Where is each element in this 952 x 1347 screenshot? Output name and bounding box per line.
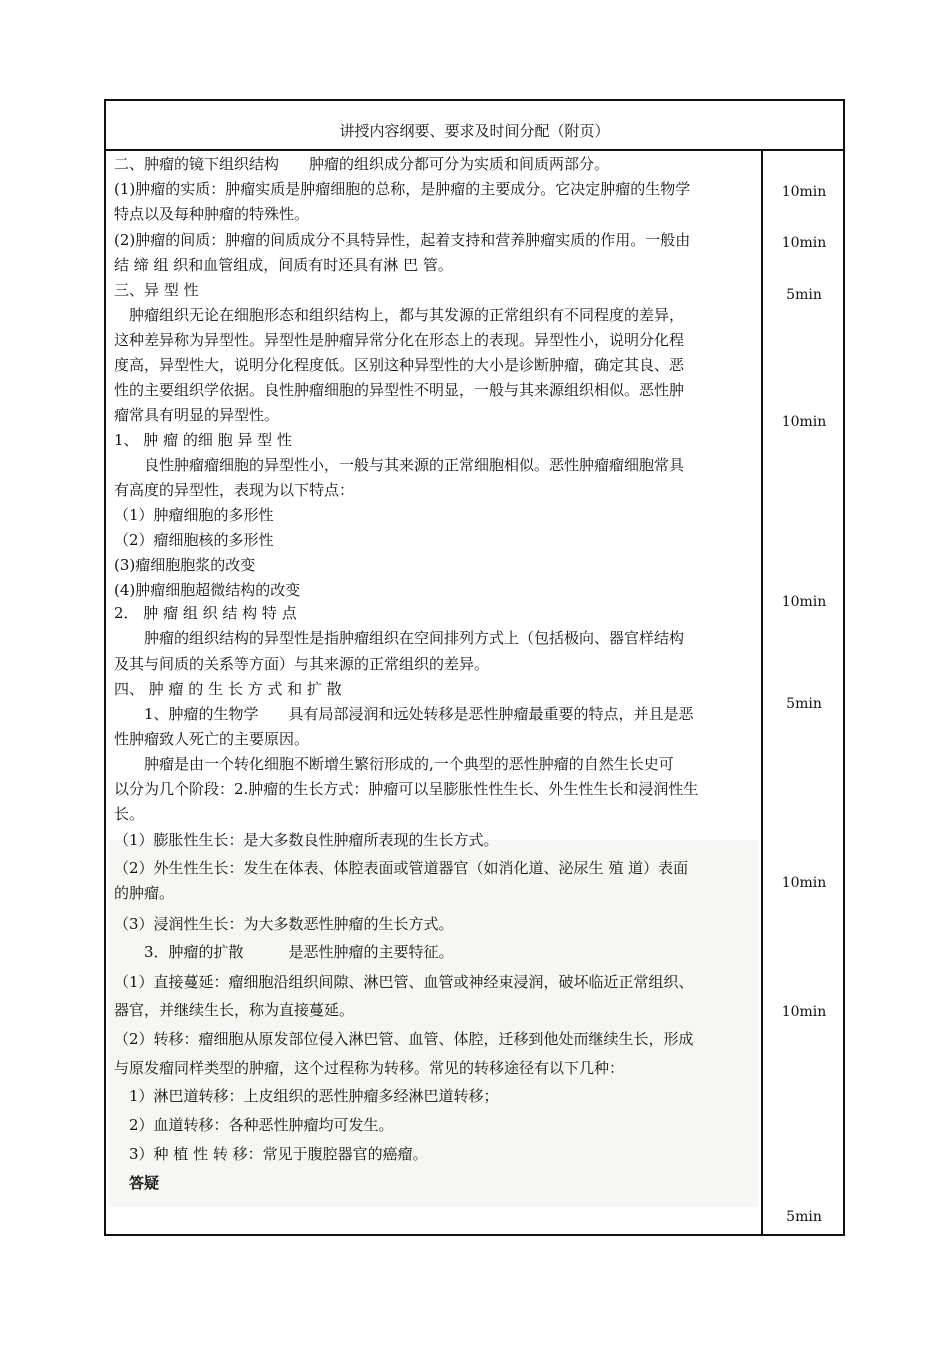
text-line: (3)瘤细胞胞浆的改变 bbox=[114, 556, 256, 574]
time-allocation: 10min bbox=[781, 235, 827, 251]
text-line: 肿瘤是由一个转化细胞不断增生繁衍形成的,一个典型的恶性肿瘤的自然生长史可 bbox=[114, 755, 674, 773]
text-line: （2）转移：瘤细胞从原发部位侵入淋巴管、血管、体腔，迁移到他处而继续生长，形成 bbox=[114, 1030, 694, 1048]
text-line: 四、 肿 瘤 的 生 长 方 式 和 扩 散 bbox=[114, 680, 342, 698]
time-allocation: 5min bbox=[786, 287, 822, 303]
time-allocation: 10min bbox=[781, 184, 827, 200]
text-line: （1）直接蔓延：瘤细胞沿组织间隙、淋巴管、血管或神经束浸润，破坏临近正常组织、 bbox=[114, 973, 694, 991]
text-line: 肿瘤组织无论在细胞形态和组织结构上，都与其发源的正常组织有不同程度的差异， bbox=[114, 306, 685, 324]
text-line: 瘤常具有明显的异型性。 bbox=[114, 406, 280, 424]
text-line: 及其与间质的关系等方面）与其来源的正常组织的差异。 bbox=[114, 655, 490, 673]
text-line: （1）膨胀性生长：是大多数良性肿瘤所表现的生长方式。 bbox=[114, 831, 499, 849]
column-divider bbox=[761, 149, 763, 1236]
text-line: 长。 bbox=[114, 805, 145, 823]
lecture-outline-table bbox=[104, 99, 845, 1236]
time-allocation: 10min bbox=[781, 1004, 827, 1020]
text-line: （3）浸润性生长：为大多数恶性肿瘤的生长方式。 bbox=[114, 915, 454, 933]
text-line: 肿瘤的组织结构的异型性是指肿瘤组织在空间排列方式上（包括极向、器官样结构 bbox=[114, 629, 685, 647]
text-line: （2）外生性生长：发生在体表、体腔表面或管道器官（如消化道、泌尿生 殖 道）表面 bbox=[114, 859, 689, 877]
time-allocation: 5min bbox=[786, 696, 822, 712]
text-line: 度高，异型性大，说明分化程度低。区别这种异型性的大小是诊断肿瘤，确定其良、恶 bbox=[114, 356, 685, 374]
text-line: (4)肿瘤细胞超微结构的改变 bbox=[114, 581, 301, 599]
table-header-title: 讲授内容纲要、要求及时间分配（附页） bbox=[106, 101, 843, 151]
text-line: 2． 肿 瘤 组 织 结 构 特 点 bbox=[114, 604, 297, 622]
text-line: 与原发瘤同样类型的肿瘤，这个过程称为转移。常见的转移途径有以下几种： bbox=[114, 1059, 625, 1077]
time-allocation: 10min bbox=[781, 594, 827, 610]
content-column bbox=[106, 149, 761, 1236]
text-line: 3．肿瘤的扩散 是恶性肿瘤的主要特征。 bbox=[114, 943, 454, 961]
text-line: 器官，并继续生长，称为直接蔓延。 bbox=[114, 1001, 355, 1019]
text-line: 性肿瘤致人死亡的主要原因。 bbox=[114, 730, 310, 748]
time-allocation: 10min bbox=[781, 414, 827, 430]
text-line: 3）种 植 性 转 移：常见于腹腔器官的癌瘤。 bbox=[114, 1145, 428, 1163]
text-line: 1、 肿 瘤 的细 胞 异 型 性 bbox=[114, 431, 292, 449]
text-line: 以分为几个阶段：2.肿瘤的生长方式：肿瘤可以呈膨胀性性生长、外生性生长和浸润性生 bbox=[114, 780, 699, 798]
text-line: (1)肿瘤的实质：肿瘤实质是肿瘤细胞的总称，是肿瘤的主要成分。它决定肿瘤的生物学 bbox=[114, 180, 691, 198]
text-line: 有高度的异型性，表现为以下特点： bbox=[114, 481, 355, 499]
text-line: 的肿瘤。 bbox=[114, 884, 175, 902]
text-line: 性的主要组织学依据。良性肿瘤细胞的异型性不明显，一般与其来源组织相似。恶性肿 bbox=[114, 381, 685, 399]
qa-label: 答疑 bbox=[114, 1174, 160, 1192]
text-line: 1）淋巴道转移：上皮组织的恶性肿瘤多经淋巴道转移； bbox=[114, 1087, 499, 1105]
text-line: 1、肿瘤的生物学 具有局部浸润和远处转移是恶性肿瘤最重要的特点，并且是恶 bbox=[114, 705, 694, 723]
text-line: (2)肿瘤的间质：肿瘤的间质成分不具特异性，起着支持和营养肿瘤实质的作用。一般由 bbox=[114, 231, 691, 249]
time-allocation: 5min bbox=[786, 1209, 822, 1225]
text-line: 2）血道转移：各种恶性肿瘤均可发生。 bbox=[114, 1116, 394, 1134]
text-line: 特点以及每种肿瘤的特殊性。 bbox=[114, 205, 310, 223]
text-line: 良性肿瘤瘤细胞的异型性小，一般与其来源的正常细胞相似。恶性肿瘤瘤细胞常具 bbox=[114, 456, 685, 474]
text-line: 三、异 型 性 bbox=[114, 281, 199, 299]
time-allocation: 10min bbox=[781, 875, 827, 891]
text-line: （1）肿瘤细胞的多形性 bbox=[114, 506, 274, 524]
text-line: 结 缔 组 织和血管组成，间质有时还具有淋 巴 管。 bbox=[114, 256, 453, 274]
text-line: （2）瘤细胞核的多形性 bbox=[114, 531, 274, 549]
text-line: 这种差异称为异型性。异型性是肿瘤异常分化在形态上的表现。异型性小，说明分化程 bbox=[114, 331, 685, 349]
text-line: 二、肿瘤的镜下组织结构 肿瘤的组织成分都可分为实质和间质两部分。 bbox=[114, 155, 610, 173]
